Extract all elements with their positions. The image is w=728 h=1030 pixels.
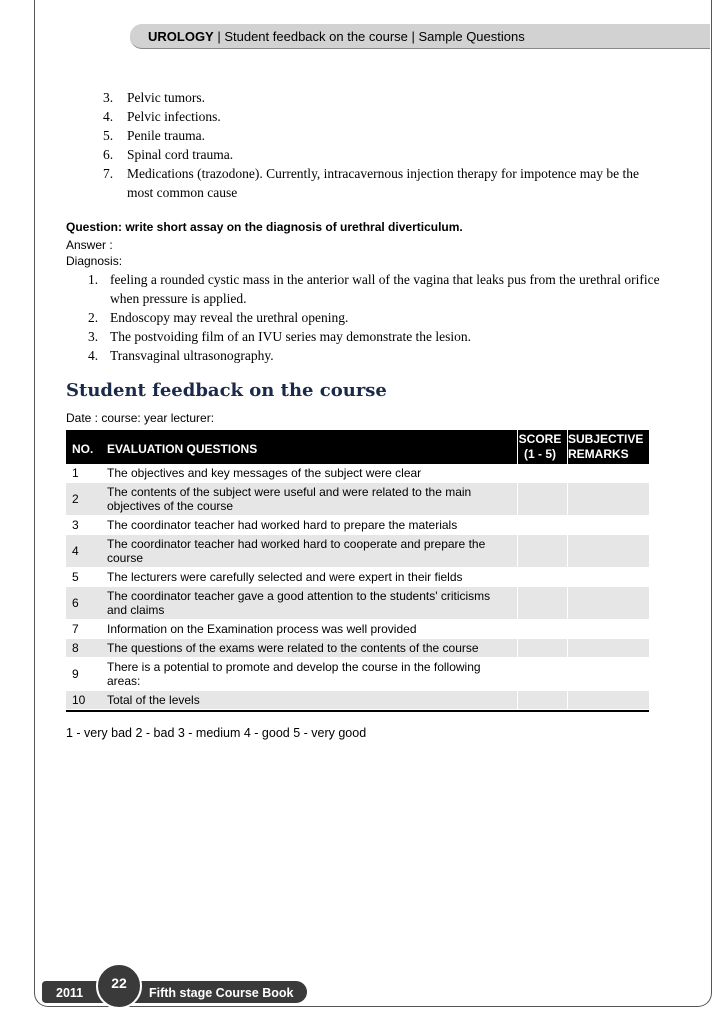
remarks-cell[interactable] <box>567 516 649 534</box>
list-item: 4. Pelvic infections. <box>103 109 221 124</box>
answer-label: Answer : <box>66 238 113 252</box>
list-item: 1. feeling a rounded cystic mass in the anterior wall of the vagina that leaks pus from the urethral orifice when pressure is applied. <box>88 272 660 306</box>
remarks-cell[interactable] <box>567 464 649 482</box>
table-row: 1 The objectives and key messages of the subject were clear <box>66 464 649 483</box>
remarks-cell[interactable] <box>567 568 649 586</box>
score-cell[interactable] <box>517 658 568 690</box>
header-question: EVALUATION QUESTIONS <box>107 442 258 456</box>
score-scale: 1 - very bad 2 - bad 3 - medium 4 - good 5 - very good <box>66 726 367 740</box>
remarks-cell[interactable] <box>567 639 649 657</box>
score-cell[interactable] <box>517 639 568 657</box>
remarks-cell[interactable] <box>567 535 649 567</box>
table-row: 3 The coordinator teacher had worked hard to prepare the materials <box>66 516 649 535</box>
table-row: 5 The lecturers were carefully selected and were expert in their fields <box>66 568 649 587</box>
score-cell[interactable] <box>517 535 568 567</box>
header-score: SCORE (1 - 5) <box>518 432 562 461</box>
causes-list <box>103 88 663 202</box>
remarks-cell[interactable] <box>567 483 649 515</box>
score-cell[interactable] <box>517 483 568 515</box>
score-cell[interactable] <box>517 620 568 638</box>
header-subject: UROLOGY <box>148 29 214 44</box>
table-row: 4 The coordinator teacher had worked hard to cooperate and prepare the course <box>66 535 649 568</box>
table-row: 10 Total of the levels <box>66 691 649 710</box>
feedback-table <box>66 430 649 712</box>
table-header <box>66 430 649 464</box>
list-item: 4. Transvaginal ultrasonography. <box>88 348 274 363</box>
score-cell[interactable] <box>517 691 568 709</box>
table-bottom-rule <box>66 710 649 712</box>
remarks-cell[interactable] <box>567 620 649 638</box>
list-item: 3. Pelvic tumors. <box>103 90 205 105</box>
running-header <box>148 29 525 44</box>
header-rest: | Student feedback on the course | Sample Questions <box>213 29 525 44</box>
table-row: 9 There is a potential to promote and develop the course in the following areas: <box>66 658 649 691</box>
question-title: Question: write short assay on the diagnosis of urethral diverticulum. <box>66 220 463 234</box>
remarks-cell[interactable] <box>567 587 649 619</box>
table-row: 7 Information on the Examination process was well provided <box>66 620 649 639</box>
list-item: 5. Penile trauma. <box>103 128 205 143</box>
header-no: NO. <box>72 442 94 456</box>
remarks-cell[interactable] <box>567 658 649 690</box>
page-number: 22 <box>111 975 127 991</box>
diagnosis-label: Diagnosis: <box>66 254 123 268</box>
list-item: 6. Spinal cord trauma. <box>103 147 234 162</box>
diagnosis-list <box>88 270 668 365</box>
header-remarks: SUBJECTIVE REMARKS <box>568 432 644 461</box>
score-cell[interactable] <box>517 516 568 534</box>
list-item: 7. Medications (trazodone). Currently, intracavernous injection therapy for impotence may be the most common cause <box>103 166 639 200</box>
table-row: 8 The questions of the exams were related to the contents of the course <box>66 639 649 658</box>
score-cell[interactable] <box>517 464 568 482</box>
section-title: Student feedback on the course <box>66 380 387 401</box>
table-row: 2 The contents of the subject were useful and were related to the main objectives of the course <box>66 483 649 516</box>
footer-book-title: Fifth stage Course Book <box>149 986 294 1000</box>
remarks-cell[interactable] <box>567 691 649 709</box>
list-item: 2. Endoscopy may reveal the urethral opening. <box>88 310 349 325</box>
date-line: Date : course: year lecturer: <box>66 411 215 425</box>
score-cell[interactable] <box>517 587 568 619</box>
score-cell[interactable] <box>517 568 568 586</box>
table-row: 6 The coordinator teacher gave a good attention to the students' criticisms and claims <box>66 587 649 620</box>
list-item: 3. The postvoiding film of an IVU series may demonstrate the lesion. <box>88 329 472 344</box>
footer-year: 2011 <box>56 986 84 1000</box>
